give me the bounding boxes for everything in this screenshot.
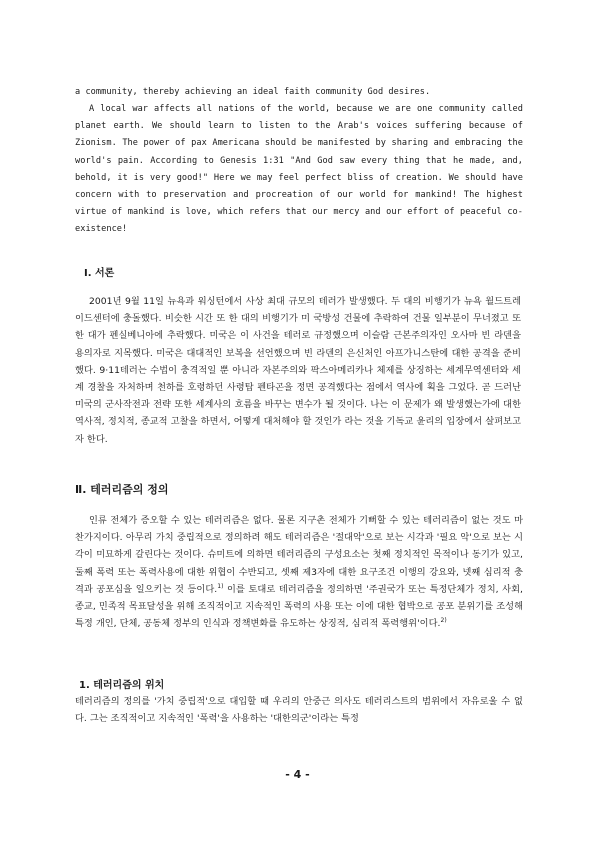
definition-text-a: 인류 전체가 증오할 수 있는 테러리즘은 없다. 물론 지구촌 전체가 기뻐할 수 있는 테러리즘이 없는 것도 마찬가지이다. 아무리 가치 중립적으로 정의하려 해도 테러리즘은 '절대악'으로 보는 시각과 '필요 악'으로 보는 시각이 미묘하게 갈린다는 것이다. 슈미트에 의하면 테러리즘의 구성요소는 첫째 정치적인 목적이나 동기가 있고, 둘째 폭력 또는 폭력사용에 대한 위협이 수반되고, 셋째 제3자에 대한 요구조건 이행의 강요와, 넷째 심리적 충격과 공포심을 일으키는 것 등이다. (75, 515, 523, 595)
subsection-heading-position: 1. 테러리즘의 위치 (79, 680, 165, 691)
section-heading-introduction: Ⅰ. 서론 (84, 268, 115, 279)
page-number: - 4 - (285, 768, 310, 781)
definition-text-b: 이를 토대로 테러리즘을 정의하면 '주권국가 또는 특정단체가 정치, 사회, 종교, 민족적 목표달성을 위해 조직적이고 지속적인 폭력의 사용 또는 이에 대한 협박으로 공포 분위기를 조성해 특정 개인, 단체, 공동체 정부의 인식과 정책변화를 유도하는 상징적, 심리적 폭력행위'이다. (75, 583, 523, 630)
footnote-ref-1: 1) (217, 582, 224, 590)
definition-paragraph (75, 512, 523, 632)
position-paragraph: 테러리즘의 정의를 '가치 중립적'으로 대입할 때 우리의 안중근 의사도 테러리스트의 범위에서 자유로울 수 없다. 그는 조직적이고 지속적인 '폭력'을 사용하는 '대한의군'이라는 특정 (75, 696, 523, 725)
section-heading-definition: Ⅱ. 테러리즘의 정의 (75, 483, 169, 496)
introduction-paragraph: 2001년 9월 11일 뉴욕과 워싱턴에서 사상 최대 규모의 테러가 발생했다. 두 대의 비행기가 뉴욕 월드트레이드센터에 충돌했다. 비슷한 시간 또 한 대의 비행기가 미 국방성 건물에 추락하여 건물 일부분이 무너졌고 또 한 대가 펜실베니아에 추락했다. 미국은 이 사건을 테러로 규정했으며 이슬람 근본주의자인 오사마 빈 라덴을 용의자로 지목했다. 미국은 대대적인 보복을 선언했으며 빈 라덴의 은신처인 아프가니스탄에 대한 공격을 준비했다. 9·11테러는 수법이 충격적일 뿐 아니라 자본주의와 팍스아메리카나 체제를 상징하는 세계무역센터와 세계 경찰을 자처하며 천하를 호령하던 사령탑 펜타곤을 정면 공격했다는 점에서 역사에 획을 그었다. 곧 드러난 미국의 군사작전과 전략 또한 세계사의 흐름을 바꾸는 변수가 될 것이다. 나는 이 문제가 왜 발생했는가에 대한 역사적, 정치적, 종교적 고찰을 하면서, 어떻게 대처해야 할 것인가 라는 것을 기독교 윤리의 입장에서 살펴보고자 한다. (75, 296, 521, 445)
english-paragraph: A local war affects all nations of the world, because we are one community called planet earth. We should learn to listen to the Arab's voices suffering because of Zionism. The power of pax Americana should be manifested by sharing and embracing the world's pain. According to Genesis 1:31 "And God saw every thing that he made, and, behold, it is very good!" Here we may feel perfect bliss of creation. We should have concern with to preservation and procreation of our world for mankind! The highest virtue of mankind is love, which refers that our mercy and our effort of peaceful co-existence! (75, 104, 523, 235)
english-paragraph-continued: a community, thereby achieving an ideal faith community God desires. (75, 87, 431, 97)
footnote-ref-2: 2) (440, 617, 447, 625)
